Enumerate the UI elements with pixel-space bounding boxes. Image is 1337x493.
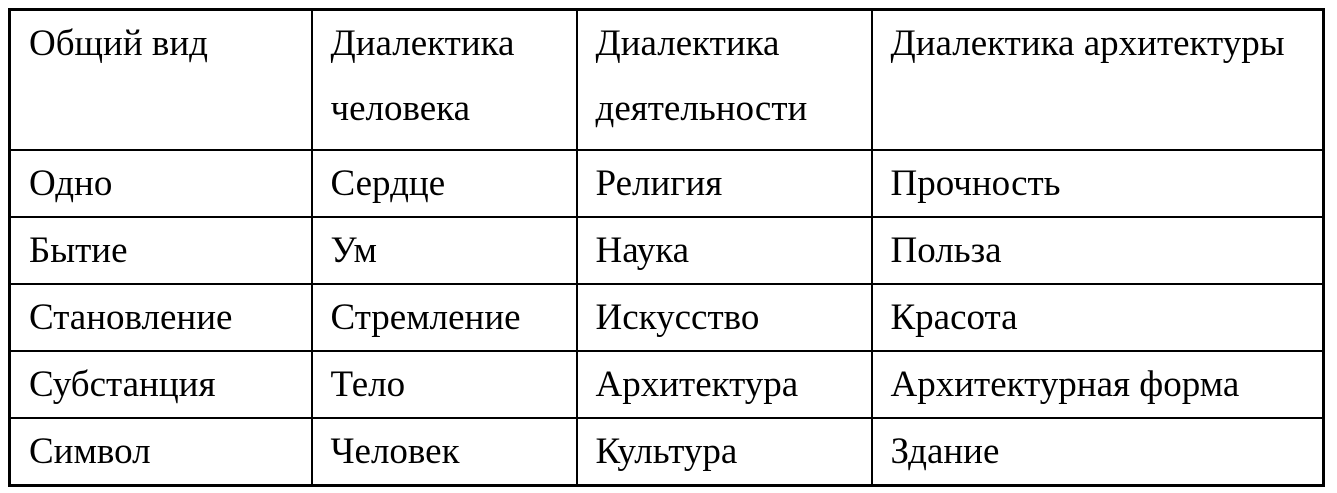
document-table-container	[8, 8, 1325, 487]
header-cell-dialectic-of-man: Диалектика человека	[312, 10, 577, 151]
table-cell: Польза	[872, 217, 1324, 284]
table-row	[10, 418, 1324, 486]
dialectics-table	[8, 8, 1325, 487]
table-cell: Тело	[312, 351, 577, 418]
table-cell: Культура	[577, 418, 872, 486]
table-cell: Архитектура	[577, 351, 872, 418]
table-cell: Религия	[577, 150, 872, 217]
table-cell: Наука	[577, 217, 872, 284]
table-cell: Бытие	[10, 217, 312, 284]
table-cell: Архитектурная форма	[872, 351, 1324, 418]
table-cell: Искусство	[577, 284, 872, 351]
header-cell-dialectic-of-activity: Диалектика деятельности	[577, 10, 872, 151]
table-cell: Становление	[10, 284, 312, 351]
table-cell: Ум	[312, 217, 577, 284]
table-cell: Субстанция	[10, 351, 312, 418]
header-cell-general-view: Общий вид	[10, 10, 312, 151]
table-row	[10, 217, 1324, 284]
table-cell: Символ	[10, 418, 312, 486]
table-cell: Прочность	[872, 150, 1324, 217]
table-row	[10, 351, 1324, 418]
table-header-row	[10, 10, 1324, 151]
table-cell: Человек	[312, 418, 577, 486]
table-cell: Сердце	[312, 150, 577, 217]
table-cell: Одно	[10, 150, 312, 217]
header-cell-dialectic-of-architecture: Диалектика архитектуры	[872, 10, 1324, 151]
table-cell: Здание	[872, 418, 1324, 486]
table-cell: Красота	[872, 284, 1324, 351]
table-row	[10, 150, 1324, 217]
table-row	[10, 284, 1324, 351]
table-cell: Стремление	[312, 284, 577, 351]
